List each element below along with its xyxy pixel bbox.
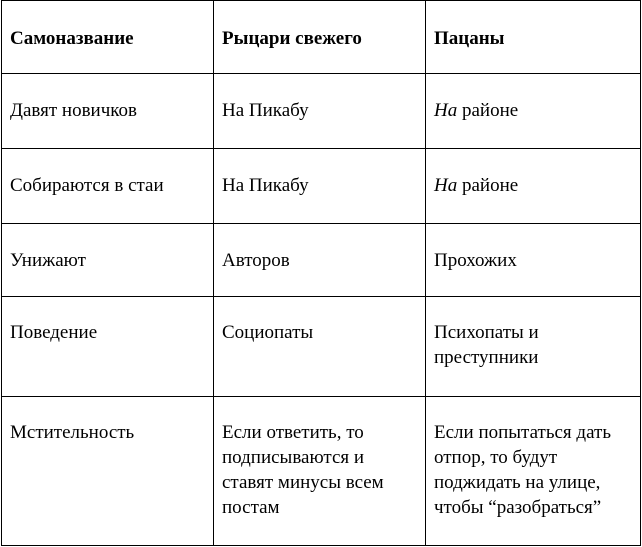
row-label-cell	[2, 224, 214, 297]
knights-value: На Пикабу	[222, 175, 309, 196]
guys-value: Психопаты и преступники	[434, 322, 539, 368]
knights-cell	[214, 149, 426, 224]
header-guys: Пацаны	[434, 28, 505, 49]
header-knights: Рыцари свежего	[222, 28, 362, 49]
guys-cell	[426, 224, 641, 297]
guys-cell	[426, 74, 641, 149]
guys-value-italic: На	[434, 100, 458, 121]
table-header-row	[2, 1, 641, 74]
knights-value: Если ответить, то подписываются и ставят минусы всем постам	[222, 422, 384, 518]
table-row	[2, 224, 641, 297]
row-label-cell	[2, 74, 214, 149]
guys-value: Прохожих	[434, 250, 517, 271]
guys-cell	[426, 149, 641, 224]
header-cell	[426, 1, 641, 74]
table-row	[2, 74, 641, 149]
knights-cell	[214, 297, 426, 397]
comparison-table	[1, 0, 641, 546]
knights-value: Авторов	[222, 250, 290, 271]
guys-value-italic: На	[434, 175, 458, 196]
row-label-cell	[2, 149, 214, 224]
table-row	[2, 149, 641, 224]
header-cell	[2, 1, 214, 74]
knights-cell	[214, 397, 426, 546]
guys-cell	[426, 397, 641, 546]
knights-value: Социопаты	[222, 322, 314, 343]
row-label: Мстительность	[10, 422, 135, 443]
header-self-name: Самоназвание	[10, 28, 134, 49]
knights-value: На Пикабу	[222, 100, 309, 121]
row-label: Унижают	[10, 250, 86, 271]
guys-value: Если попытаться дать отпор, то будут поджидать на улице, чтобы “разобраться”	[434, 422, 611, 518]
header-cell	[214, 1, 426, 74]
guys-value-rest: районе	[457, 100, 519, 121]
row-label-cell	[2, 397, 214, 546]
row-label-cell	[2, 297, 214, 397]
row-label: Собираются в стаи	[10, 175, 164, 196]
knights-cell	[214, 74, 426, 149]
row-label: Поведение	[10, 322, 98, 343]
guys-value-rest: районе	[457, 175, 519, 196]
table-row	[2, 397, 641, 546]
table-row	[2, 297, 641, 397]
row-label: Давят новичков	[10, 100, 138, 121]
guys-cell	[426, 297, 641, 397]
knights-cell	[214, 224, 426, 297]
